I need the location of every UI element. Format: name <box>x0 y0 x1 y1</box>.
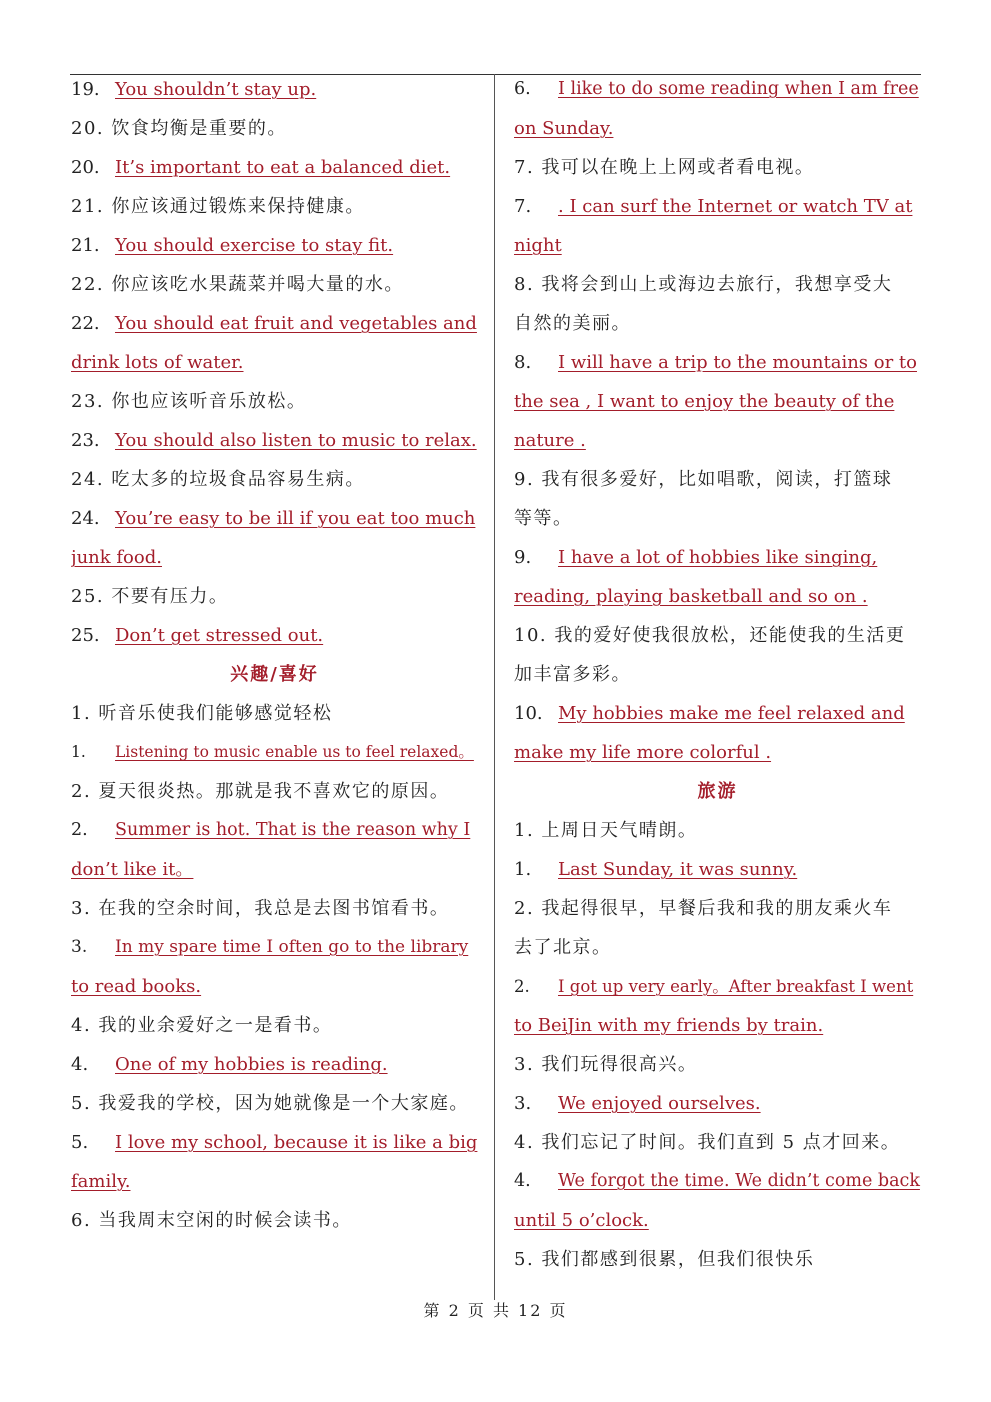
answer-text: You shouldn’t stay up. <box>115 79 317 100</box>
english-answer <box>71 421 478 460</box>
english-answer <box>514 1006 921 1045</box>
english-answer <box>71 148 478 187</box>
item-number: 2. <box>71 820 88 840</box>
english-answer <box>71 1162 478 1201</box>
chinese-sentence: 1. 听音乐使我们能够感觉轻松 <box>71 703 333 724</box>
answer-text: reading, playing basketball and so on . <box>514 586 868 607</box>
chinese-sentence: 10. 我的爱好使我很放松，还能使我的生活更 <box>514 625 906 646</box>
english-answer <box>514 421 921 460</box>
english-answer <box>514 1084 921 1123</box>
answer-text: don’t like it。 <box>71 859 194 880</box>
chinese-sentence: 21. 你应该通过锻炼来保持健康。 <box>71 196 365 217</box>
answer-text: I like to do some reading when I am free <box>558 79 919 99</box>
english-answer <box>71 538 478 577</box>
english-answer <box>71 733 478 772</box>
chinese-sentence: 7. 我可以在晚上上网或者看电视。 <box>514 157 815 178</box>
answer-text: Summer is hot. That is the reason why I <box>115 820 471 840</box>
answer-text: You should exercise to stay fit. <box>115 235 394 256</box>
chinese-sentence: 2. 夏天很炎热。那就是我不喜欢它的原因。 <box>71 781 450 802</box>
english-answer <box>71 1123 478 1162</box>
chinese-sentence: 3. 在我的空余时间，我总是去图书馆看书。 <box>71 898 450 919</box>
answer-text: It’s important to eat a balanced diet. <box>115 157 451 178</box>
english-answer <box>514 226 921 265</box>
english-answer <box>71 967 478 1006</box>
english-answer <box>71 850 478 889</box>
chinese-sentence: 24. 吃太多的垃圾食品容易生病。 <box>71 469 365 490</box>
section-heading: 兴趣/喜好 <box>230 664 319 685</box>
left-column <box>71 70 478 1240</box>
answer-text: My hobbies make me feel relaxed and <box>558 703 905 724</box>
item-number: 1. <box>514 859 532 880</box>
english-answer <box>71 304 478 343</box>
chinese-sentence: 6. 当我周末空闲的时候会读书。 <box>71 1210 352 1231</box>
chinese-sentence: 1. 上周日天气晴朗。 <box>514 820 698 841</box>
answer-text: I will have a trip to the mountains or to <box>558 352 917 373</box>
answer-text: We forgot the time. We didn’t come back <box>558 1171 920 1191</box>
chinese-sentence: 23. 你也应该听音乐放松。 <box>71 391 307 412</box>
answer-text: You’re easy to be ill if you eat too much <box>115 508 476 529</box>
english-answer <box>71 616 478 655</box>
item-number: 7. <box>514 196 532 217</box>
chinese-sentence: 22. 你应该吃水果蔬菜并喝大量的水。 <box>71 274 404 295</box>
answer-text: You should eat fruit and vegetables and <box>115 313 477 334</box>
item-number: 21. <box>71 235 100 256</box>
item-number: 8. <box>514 352 532 373</box>
answer-text: I have a lot of hobbies like singing, <box>558 547 878 568</box>
answer-text: You should also listen to music to relax. <box>115 430 477 451</box>
chinese-sentence: 4. 我的业余爱好之一是看书。 <box>71 1015 333 1036</box>
item-number: 9. <box>514 547 532 568</box>
right-column <box>514 70 921 1279</box>
english-answer <box>71 226 478 265</box>
column-divider <box>494 74 495 1300</box>
chinese-sentence: 4. 我们忘记了时间。我们直到 5 点才回来。 <box>514 1132 901 1153</box>
answer-text: to BeiJin with my friends by train. <box>514 1015 824 1036</box>
item-number: 10. <box>514 703 543 724</box>
answer-text: I got up very early。After breakfast I went <box>558 977 914 996</box>
answer-text: the sea , I want to enjoy the beauty of the <box>514 391 895 412</box>
chinese-sentence: 8. 我将会到山上或海边去旅行，我想享受大 <box>514 274 893 295</box>
english-answer <box>514 1162 921 1201</box>
answer-text: I love my school, because it is like a big <box>115 1132 478 1153</box>
answer-text: Don’t get stressed out. <box>115 625 324 646</box>
chinese-sentence: 等等。 <box>514 508 573 529</box>
answer-text: junk food. <box>71 547 162 568</box>
english-answer <box>514 1201 921 1240</box>
chinese-sentence: 5. 我爱我的学校，因为她就像是一个大家庭。 <box>71 1093 469 1114</box>
answer-text: Listening to music enable us to feel relaxed。 <box>115 743 474 761</box>
item-number: 3. <box>514 1093 532 1114</box>
answer-text: night <box>514 235 562 256</box>
answer-text: . I can surf the Internet or watch TV at <box>558 196 913 217</box>
answer-text: on Sunday. <box>514 118 614 139</box>
item-number: 6. <box>514 79 531 99</box>
english-answer <box>514 382 921 421</box>
english-answer <box>514 109 921 148</box>
english-answer <box>514 694 921 733</box>
chinese-sentence: 25. 不要有压力。 <box>71 586 229 607</box>
item-number: 1. <box>71 743 86 761</box>
english-answer <box>71 811 478 850</box>
item-number: 20. <box>71 157 100 178</box>
item-number: 25. <box>71 625 100 646</box>
english-answer <box>514 967 921 1006</box>
answer-text: Last Sunday, it was sunny. <box>558 859 798 880</box>
item-number: 3. <box>71 937 88 957</box>
english-answer <box>514 70 921 109</box>
chinese-sentence: 5. 我们都感到很累，但我们很快乐 <box>514 1249 815 1270</box>
english-answer <box>71 928 478 967</box>
page-footer: 第 2 页 共 12 页 <box>423 1301 568 1320</box>
answer-text: In my spare time I often go to the library <box>115 937 469 957</box>
english-answer <box>71 343 478 382</box>
item-number: 4. <box>514 1171 531 1191</box>
english-answer <box>71 70 478 109</box>
answer-text: family. <box>71 1171 131 1192</box>
answer-text: nature . <box>514 430 586 451</box>
chinese-sentence: 自然的美丽。 <box>514 313 631 334</box>
chinese-sentence: 加丰富多彩。 <box>514 664 631 685</box>
item-number: 19. <box>71 79 100 100</box>
english-answer <box>514 577 921 616</box>
answer-text: We enjoyed ourselves. <box>558 1093 761 1114</box>
item-number: 23. <box>71 430 100 451</box>
chinese-sentence: 9. 我有很多爱好，比如唱歌，阅读，打篮球 <box>514 469 893 490</box>
english-answer <box>514 733 921 772</box>
answer-text: One of my hobbies is reading. <box>115 1054 388 1075</box>
answer-text: make my life more colorful . <box>514 742 772 763</box>
answer-text: drink lots of water. <box>71 352 244 373</box>
item-number: 22. <box>71 313 100 334</box>
english-answer <box>514 187 921 226</box>
item-number: 5. <box>71 1132 89 1153</box>
chinese-sentence: 3. 我们玩得很高兴。 <box>514 1054 698 1075</box>
item-number: 2. <box>514 977 530 996</box>
chinese-sentence: 去了北京。 <box>514 937 612 958</box>
english-answer <box>514 850 921 889</box>
english-answer <box>71 499 478 538</box>
answer-text: until 5 o’clock. <box>514 1210 649 1231</box>
section-heading: 旅游 <box>697 781 738 802</box>
answer-text: to read books. <box>71 976 202 997</box>
item-number: 4. <box>71 1054 89 1075</box>
english-answer <box>71 1045 478 1084</box>
english-answer <box>514 538 921 577</box>
chinese-sentence: 2. 我起得很早，早餐后我和我的朋友乘火车 <box>514 898 893 919</box>
item-number: 24. <box>71 508 100 529</box>
english-answer <box>514 343 921 382</box>
chinese-sentence: 20. 饮食均衡是重要的。 <box>71 118 287 139</box>
